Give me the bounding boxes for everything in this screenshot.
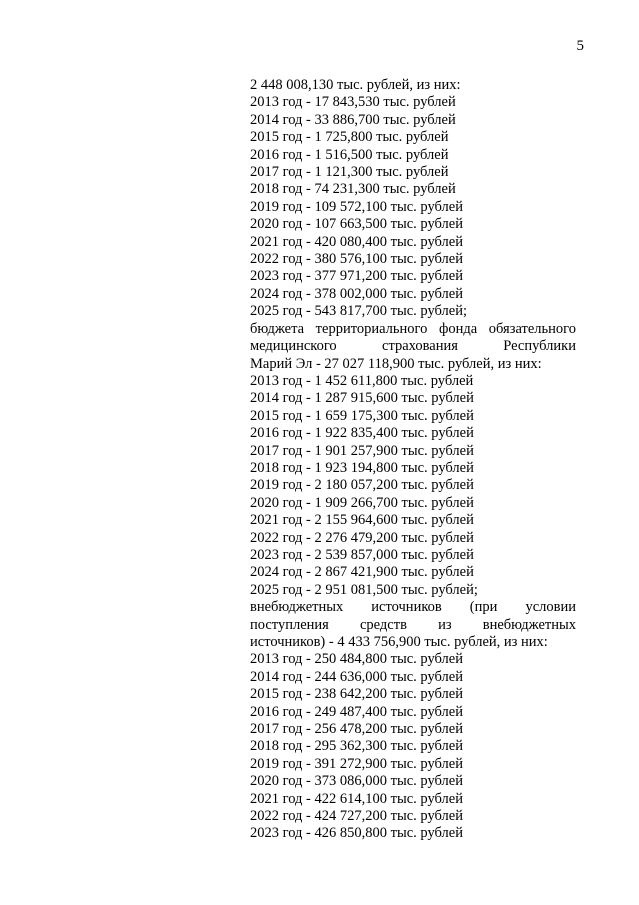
text-line: 2025 год - 2 951 081,500 тыс. рублей; <box>250 581 478 598</box>
text-line: 2023 год - 2 539 857,000 тыс. рублей <box>250 546 474 563</box>
text-line: 2021 год - 2 155 964,600 тыс. рублей <box>250 512 474 529</box>
text-line: 2020 год - 1 909 266,700 тыс. рублей <box>250 494 474 511</box>
text-line: 2013 год - 1 452 611,800 тыс. рублей <box>250 372 474 389</box>
text-line: 2016 год - 1 516,500 тыс. рублей <box>250 146 449 163</box>
text-line: 2024 год - 2 867 421,900 тыс. рублей <box>250 564 474 581</box>
text-line: 2016 год - 249 487,400 тыс. рублей <box>250 703 463 720</box>
text-line: 2 448 008,130 тыс. рублей, из них: <box>250 77 461 93</box>
text-line: 2022 год - 2 276 479,200 тыс. рублей <box>250 529 474 546</box>
text-line: 2013 год - 250 484,800 тыс. рублей <box>250 651 463 668</box>
word: (при <box>469 599 498 616</box>
text-line: 2018 год - 295 362,300 тыс. рублей <box>250 738 463 755</box>
word: внебюджетных <box>482 616 576 633</box>
word: средств <box>359 616 407 633</box>
word: Республики <box>503 338 576 355</box>
text-line: 2022 год - 380 576,100 тыс. рублей <box>250 251 463 268</box>
page-number: 5 <box>576 38 584 54</box>
text-line: 2018 год - 74 231,300 тыс. рублей <box>250 181 456 198</box>
text-line: 2015 год - 1 725,800 тыс. рублей <box>250 129 449 146</box>
word: из <box>438 616 452 633</box>
text-line: 2019 год - 2 180 057,200 тыс. рублей <box>250 477 474 494</box>
text-line: 2017 год - 1 901 257,900 тыс. рублей <box>250 442 474 459</box>
word: территориального <box>315 320 428 337</box>
word: условии <box>525 599 576 616</box>
text-line: 2018 год - 1 923 194,800 тыс. рублей <box>250 459 474 476</box>
text-line: Марий Эл - 27 027 118,900 тыс. рублей, из них: <box>250 355 542 372</box>
word: внебюджетных <box>250 599 344 616</box>
text-line: 2014 год - 244 636,000 тыс. рублей <box>250 668 463 685</box>
word: поступления <box>250 616 329 633</box>
word: фонда <box>438 320 478 337</box>
text-line: 2025 год - 543 817,700 тыс. рублей; <box>250 303 467 320</box>
text-line: источников) - 4 433 756,900 тыс. рублей, из них: <box>250 634 548 650</box>
word: бюджета <box>250 320 305 337</box>
word: источников <box>371 599 442 616</box>
text-line: 2016 год - 1 922 835,400 тыс. рублей <box>250 425 474 442</box>
text-line: 2020 год - 107 663,500 тыс. рублей <box>250 216 463 233</box>
text-line-justified <box>250 338 576 355</box>
text-line: 2017 год - 256 478,200 тыс. рублей <box>250 721 463 738</box>
text-line: 2014 год - 33 886,700 тыс. рублей <box>250 111 456 128</box>
text-line: 2019 год - 109 572,100 тыс. рублей <box>250 198 463 215</box>
word: страхования <box>382 338 458 355</box>
text-line: 2020 год - 373 086,000 тыс. рублей <box>250 773 463 790</box>
document-body <box>250 77 576 843</box>
word: обязательного <box>488 320 576 337</box>
word: медицинского <box>250 338 337 355</box>
text-line: 2015 год - 1 659 175,300 тыс. рублей <box>250 407 474 424</box>
text-line: 2021 год - 422 614,100 тыс. рублей <box>250 790 463 807</box>
text-line: 2022 год - 424 727,200 тыс. рублей <box>250 808 463 825</box>
text-line: 2021 год - 420 080,400 тыс. рублей <box>250 233 463 250</box>
text-line: 2019 год - 391 272,900 тыс. рублей <box>250 755 463 772</box>
text-line-justified <box>250 617 576 634</box>
text-line: 2024 год - 378 002,000 тыс. рублей <box>250 285 463 302</box>
text-line: 2023 год - 377 971,200 тыс. рублей <box>250 268 463 285</box>
text-line: 2015 год - 238 642,200 тыс. рублей <box>250 686 463 703</box>
text-line: 2023 год - 426 850,800 тыс. рублей <box>250 825 463 842</box>
text-line: 2017 год - 1 121,300 тыс. рублей <box>250 164 449 181</box>
text-line: 2014 год - 1 287 915,600 тыс. рублей <box>250 390 474 407</box>
text-line: 2013 год - 17 843,530 тыс. рублей <box>250 94 456 111</box>
text-line-justified <box>250 599 576 616</box>
text-line-justified <box>250 321 576 338</box>
